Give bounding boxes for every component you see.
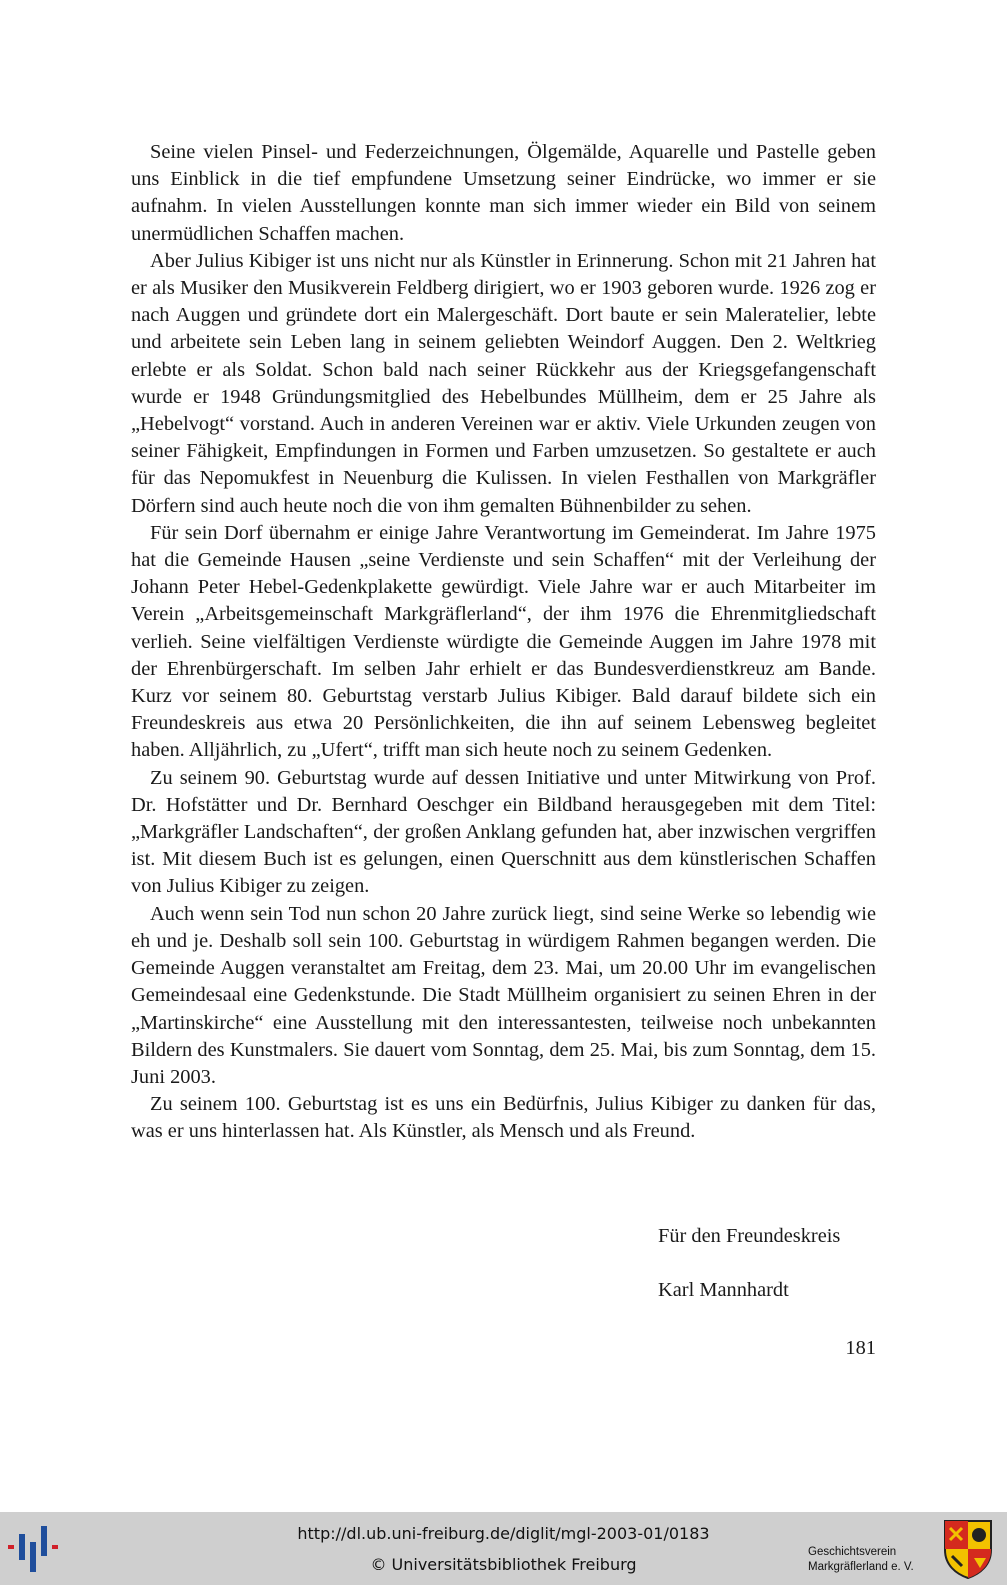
- society-line-2: Markgräflerland e. V.: [808, 1561, 914, 1573]
- paragraph: Zu seinem 90. Geburtstag wurde auf dessen Initiative und unter Mitwirkung von Prof. Dr. Hofstätter und Dr. Bernhard Oeschger ein Bildband herausgegeben mit dem Titel: „Markgräfler Landschaften“, der großen Anklang gefunden hat, aber inzwischen vergriffen ist. Mit diesem Buch ist es gelungen, einen Querschnitt aus dem künstlerischen Schaffen von Julius Kibiger zu zeigen.: [131, 766, 876, 898]
- society-name: [808, 1545, 938, 1575]
- document-url[interactable]: [0, 1524, 1007, 1543]
- paragraph: Zu seinem 100. Geburtstag ist es uns ein Bedürfnis, Julius Kibiger zu danken für das, was er uns hinterlassen hat. Als Künstler, als Mensch und als Freund.: [131, 1093, 876, 1143]
- paragraph: Aber Julius Kibiger ist uns nicht nur als Künstler in Erinnerung. Schon mit 21 Jahren hat er als Musiker den Musikverein Feldberg dirigiert, wo er 1903 geboren wurde. 1926 zog er nach Auggen und gründete dort ein Malergeschäft. Dort baute er sein Maleratelier, lebte und arbeitete sein Leben lang in seinem geliebten Weindorf Auggen. Den 2. Weltkrieg erlebte er als Soldat. Schon bald nach seiner Rückkehr aus der Kriegsgefangenschaft wurde er 1948 Gründungsmitglied des Hebelbundes Müllheim, dem er 25 Jahre als „Hebelvogt“ vorstand. Auch in anderen Vereinen war er aktiv. Viele Urkunden zeugen von seiner Fähigkeit, Empfindungen in Formen und Farben umzusetzen. So gestaltete er auch für das Nepomukfest in Neuenburg die Kulissen. In vielen Festhallen von Markgräfler Dörfern sind auch heute noch die von ihm gemalten Bühnenbilder zu sehen.: [131, 249, 876, 517]
- paragraph: Für sein Dorf übernahm er einige Jahre Verantwortung im Gemeinderat. Im Jahre 1975 hat die Gemeinde Hausen „seine Verdienste und sein Schaffen“ mit der Verleihung der Johann Peter Hebel-Gedenkplakette gewürdigt. Viele Jahre war er auch Mitarbeiter im Verein „Arbeitsgemeinschaft Markgräflerland“, der ihm 1976 die Ehrenmitgliedschaft verlieh. Seine vielfältigen Verdienste würdigte die Gemeinde Auggen im Jahre 1978 mit der Ehrenbürgerschaft. Im selben Jahr erhielt er das Bundesverdienstkreuz am Bande. Kurz vor seinem 80. Geburtstag verstarb Julius Kibiger. Bald darauf bildete sich ein Freundeskreis aus etwa 20 Persönlichkeiten, die ihn auf seinem Lebensweg begleitet haben. Alljährlich, zu „Ufert“, trifft man sich heute noch zu seinem Gedenken.: [131, 521, 876, 762]
- paragraph: Seine vielen Pinsel- und Federzeichnungen, Ölgemälde, Aquarelle und Pastelle geben uns Einblick in die tief empfundene Umsetzung seiner Eindrücke, wo immer er sie aufnahm. In vielen Ausstellungen konnte man sich immer wieder ein Bild von seinem unermüdlichen Schaffen machen.: [131, 141, 876, 245]
- footer-bar: [0, 1512, 1007, 1585]
- article-body: [131, 139, 876, 1146]
- document-link[interactable]: http://dl.ub.uni-freiburg.de/diglit/mgl-2003-01/0183: [297, 1524, 710, 1543]
- copyright-notice: © Universitätsbibliothek Freiburg: [370, 1555, 637, 1574]
- signature-author: Karl Mannhardt: [658, 1279, 789, 1301]
- signature-group: Für den Freundeskreis: [658, 1225, 841, 1247]
- society-line-1: Geschichtsverein: [808, 1546, 897, 1558]
- paragraph: Auch wenn sein Tod nun schon 20 Jahre zurück liegt, sind seine Werke so lebendig wie eh und je. Deshalb soll sein 100. Geburtstag in würdigem Rahmen begangen werden. Die Gemeinde Auggen veranstaltet am Freitag, dem 23. Mai, um 20.00 Uhr im evangelischen Gemeindesaal eine Gedenkstunde. Die Stadt Müllheim organisiert zu seinen Ehren in der „Martinskirche“ eine Ausstellung mit den interessantesten, teilweise noch unbekannten Bildern des Kunstmalers. Sie dauert vom Sonntag, dem 25. Mai, bis zum Sonntag, dem 15. Juni 2003.: [131, 902, 876, 1088]
- page-number: 181: [845, 1337, 876, 1359]
- coat-of-arms-icon: [942, 1518, 994, 1580]
